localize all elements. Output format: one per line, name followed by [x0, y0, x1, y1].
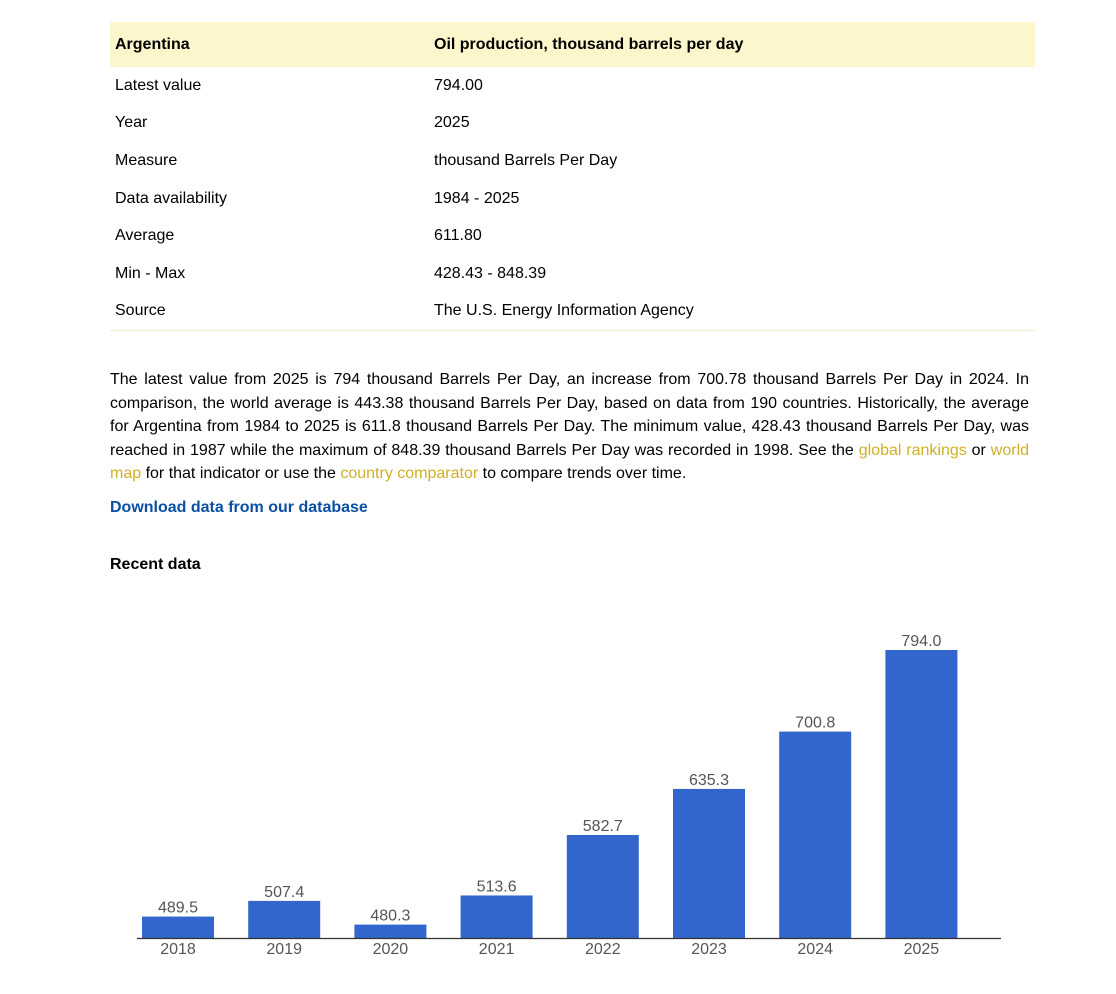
- summary-text: for that indicator or use the: [141, 465, 341, 483]
- bar-2023: [673, 789, 745, 938]
- x-tick-label-2024: 2024: [797, 941, 833, 958]
- bar-2021: [461, 895, 533, 938]
- world-map-link[interactable]: world map: [110, 441, 1030, 483]
- data-label-2022: 582.7: [582, 817, 623, 835]
- table-row: [110, 293, 1035, 331]
- row-label: Average: [115, 227, 175, 245]
- summary-text: or: [966, 441, 991, 459]
- info-table-container: [110, 22, 1035, 331]
- indicator-name: Oil production, thousand barrels per day: [429, 22, 1035, 67]
- row-label: Year: [115, 114, 148, 132]
- row-value: 1984 - 2025: [434, 189, 520, 207]
- summary-text: to compare trends over time.: [478, 465, 687, 483]
- bar-2018: [142, 917, 214, 938]
- download-data-link[interactable]: Download data from our database: [110, 499, 368, 516]
- global-rankings-link[interactable]: global rankings: [858, 441, 967, 459]
- table-row: [110, 180, 1035, 218]
- row-label: Source: [110, 293, 429, 331]
- x-tick-label-2022: 2022: [585, 941, 621, 958]
- recent-data-bar-chart: [0, 600, 1116, 980]
- row-value: 2025: [434, 114, 470, 132]
- info-table: [110, 22, 1035, 331]
- bar-2019: [248, 901, 320, 938]
- bar-2024: [779, 732, 851, 938]
- table-row: [110, 217, 1035, 255]
- x-tick-label-2021: 2021: [478, 941, 515, 958]
- bar-2020: [354, 925, 426, 938]
- row-label: Data availability: [115, 189, 228, 207]
- row-value: thousand Barrels Per Day: [434, 151, 618, 169]
- summary-paragraph: [110, 368, 1029, 486]
- row-value: The U.S. Energy Information Agency: [429, 293, 1035, 331]
- data-label-2023: 635.3: [688, 771, 730, 789]
- x-tick-label-2019: 2019: [266, 941, 302, 958]
- country-name: Argentina: [110, 22, 429, 67]
- data-label-2019: 507.4: [264, 883, 305, 901]
- row-label: Measure: [115, 151, 178, 169]
- table-row: [110, 142, 1035, 180]
- x-tick-label-2025: 2025: [903, 941, 940, 958]
- x-tick-label-2018: 2018: [160, 941, 196, 958]
- table-row: [110, 255, 1035, 293]
- bar-2022: [567, 835, 639, 938]
- data-label-2024: 700.8: [795, 714, 836, 732]
- recent-data-heading: Recent data: [110, 556, 201, 573]
- row-value: 794.00: [434, 76, 483, 94]
- data-label-2018: 489.5: [157, 899, 199, 917]
- row-value: 428.43 - 848.39: [434, 264, 547, 282]
- data-label-2020: 480.3: [370, 907, 411, 925]
- x-tick-label-2020: 2020: [372, 941, 409, 958]
- bar-2025: [885, 650, 957, 938]
- info-table-header: [110, 22, 1035, 67]
- table-row: [110, 105, 1035, 143]
- row-label: Min - Max: [115, 264, 186, 282]
- x-tick-label-2023: 2023: [691, 941, 727, 958]
- data-label-2025: 794.0: [901, 633, 942, 650]
- data-label-2021: 513.6: [476, 878, 517, 896]
- country-comparator-link[interactable]: country comparator: [340, 465, 479, 483]
- table-row: [110, 67, 1035, 105]
- row-value: 611.80: [434, 227, 482, 245]
- row-label: Latest value: [115, 76, 202, 94]
- summary-text: The latest value from 2025 is 794 thousand Barrels Per Day, an increase from 700.78 thousand Barrels Per Day in 2024. In comparison, the world average is 443.38 thousand Barrels Per Day, based on data from 190 countries. Historically, the average for Argentina from 1984 to 2025 is 611.8 thousand Barrels Per Day. The minimum value, 428.43 thousand Barrels Per Day, was reached in 1987 while the maximum of 848.39 thousand Barrels Per Day was recorded in 1998. See the: [110, 371, 1029, 459]
